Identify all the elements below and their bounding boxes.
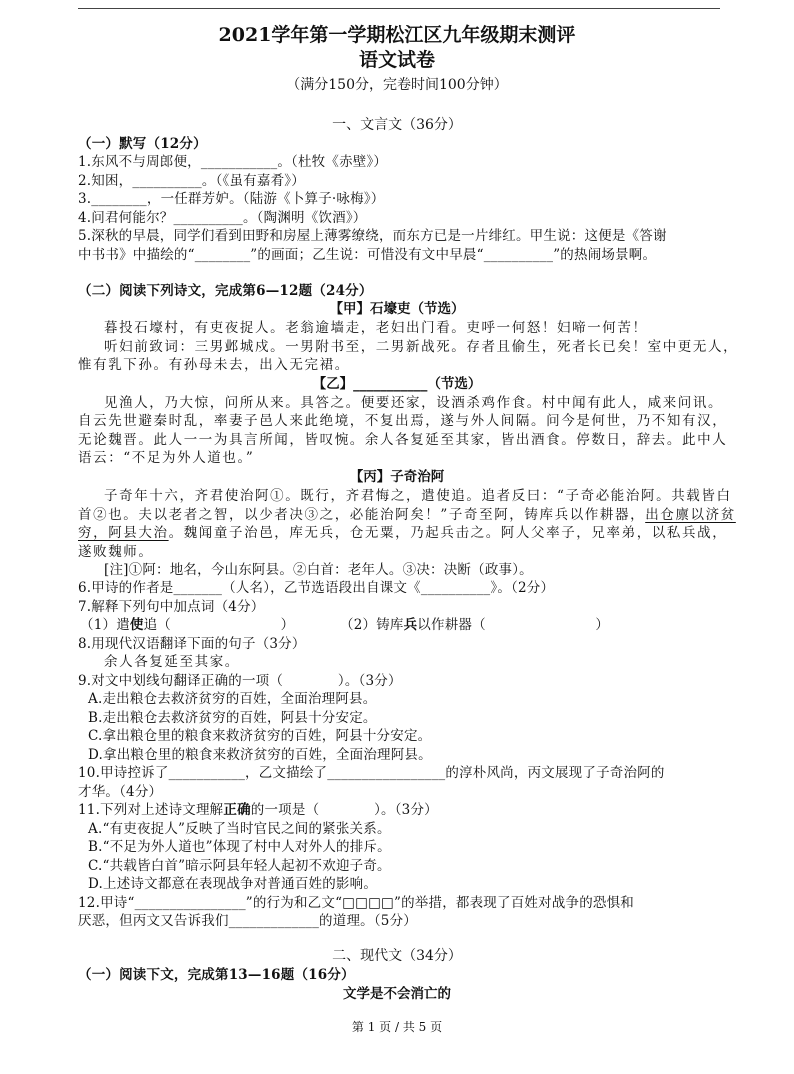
text-yi-title: 【乙】___________（节选） (312, 376, 482, 392)
q11-suffix: 的一项是（ ）。（3分） (250, 802, 438, 818)
exam-title: 2021学年第一学期松江区九年级期末测评 (218, 24, 576, 46)
question-10-line1: 10.甲诗控诉了___________，乙文描绘了_________________的淳朴风尚，丙文展现了子奇治阿的 (78, 765, 665, 781)
question-7-item1 (80, 613, 294, 633)
text-bing-title: 【丙】子奇治阿 (349, 469, 445, 485)
section1-heading: 一、文言文（36分） (332, 117, 462, 133)
text-yi-line3: 无论魏晋。此人一一为具言所闻，皆叹惋。余人各复延至其家，皆出酒食。停数日，辞去。此中人 (78, 432, 728, 448)
text-yi-line2: 自云先世避秦时乱，率妻子邑人来此绝境，不复出焉，遂与外人间隔。问今是何世，乃不知有汉， (78, 413, 728, 429)
question-1: 1.东风不与周郎便，___________。（杜牧《赤壁》） (78, 154, 388, 170)
q7-2-suffix: 以作耕器（ ） (417, 617, 610, 633)
question-8: 8.用现代汉语翻译下面的句子（3分） (78, 636, 306, 652)
question-4: 4.问君何能尔？__________。（陶渊明《饮酒》） (78, 210, 367, 226)
page-number: 第 1 页 / 共 5 页 (351, 1020, 443, 1034)
question-8-sentence: 余人各复延至其家。 (104, 654, 240, 670)
text-bing-line1: 子奇年十六，齐君使治阿①。既行，齐君悔之，遣使追。追者反曰：“子奇必能治阿。共载皆白 (104, 488, 732, 504)
question-10-line2: 才华。（4分） (78, 784, 163, 800)
q11-option-d: D.上述诗文都意在表现战争对普通百姓的影响。 (88, 876, 378, 892)
annotation-note: [注]①阿：地名，今山东阿县。②白首：老年人。③决：决断（政事）。 (104, 562, 533, 578)
poem-jia-line2: 听妇前致词：三男邺城戍。一男附书至，二男新战死。存者且偷生，死者长已矣！室中更无人， (104, 339, 739, 355)
q9-option-b: B.走出粮仓去救济贫穷的百姓，阿县十分安定。 (88, 710, 377, 726)
poem-jia-title: 【甲】石壕吏（节选） (329, 301, 465, 317)
section2-part1-heading: （一）阅读下文，完成第13—16题（16分） (78, 967, 355, 983)
text-bing-line2-plain: 首②也。夫以老者之智，以少者决③之，必能治阿矣！”子奇至阿，铸库兵以作耕器， (78, 507, 646, 523)
question-2: 2.知困，__________。（《虽有嘉肴》） (78, 173, 305, 189)
q7-1-prefix: （1）遣 (80, 617, 130, 633)
underlined-sentence-part2: 穷，阿县大治 (78, 525, 169, 541)
underlined-sentence-part1: 出仓廪以济贫 (645, 507, 736, 523)
question-6: 6.甲诗的作者是_______（人名），乙节选语段出自课文《__________》。（2分） (78, 580, 555, 596)
poem-jia-line3: 惟有乳下孙。有孙母未去，出入无完裙。 (78, 357, 350, 373)
text-bing-line3-plain: 。魏闻童子治邑，库无兵，仓无粟，乃起兵击之。阿人父率子，兄率弟，以私兵战， (168, 525, 728, 541)
question-12-line2: 厌恶，但丙文又告诉我们_____________的道理。（5分） (78, 913, 417, 929)
q11-option-b: B.“不足为外人道也”体现了村中人对外人的排斥。 (88, 839, 391, 855)
question-12-line1: 12.甲诗“________________”的行为和乙文“□□□□”的举措，都表现了百姓对战争的恐惧和 (78, 895, 634, 911)
text-bing-line4: 遂败魏师。 (78, 544, 154, 560)
part1-heading: （一）默写（12分） (78, 136, 207, 152)
article-title: 文学是不会消亡的 (343, 986, 451, 1002)
question-9: 9.对文中划线句翻译正确的一项（ ）。（3分） (78, 673, 402, 689)
question-3: 3.________，一任群芳妒。（陆游《卜算子·咏梅》） (78, 191, 385, 207)
q9-option-c: C.拿出粮仓里的粮食来救济贫穷的百姓，阿县十分安定。 (88, 728, 432, 744)
q11-prefix: 11.下列对上述诗文理解 (78, 802, 224, 818)
text-bing-line2 (78, 503, 736, 523)
poem-jia-line1: 暮投石壕村，有吏夜捉人。老翁逾墙走，老妇出门看。吏呼一何怒！妇啼一何苦！ (104, 320, 648, 336)
section2-heading: 二、现代文（34分） (332, 948, 462, 964)
question-5-line2: 中书书》中描绘的“________”的画面；乙生说：可惜没有文中早晨“__________”的热闹场景啊。 (78, 247, 657, 263)
text-yi-line4: 语云：“不足为外人道也。” (78, 450, 255, 466)
exam-note: （满分150分，完卷时间100分钟） (286, 77, 508, 93)
q7-1-dotted-word: 使 (129, 617, 144, 633)
q11-option-a: A.“有吏夜捉人”反映了当时官民之间的紧张关系。 (88, 821, 391, 837)
q7-2-prefix: （2）铸库 (340, 617, 404, 633)
text-bing-line3 (78, 521, 727, 541)
q9-option-a: A.走出粮仓去救济贫穷的百姓，全面治理阿县。 (88, 691, 377, 707)
q11-emphasis: 正确 (223, 802, 251, 818)
q9-option-d: D.拿出粮仓里的粮食来救济贫穷的百姓，全面治理阿县。 (88, 747, 432, 763)
part2-heading: （二）阅读下列诗文，完成第6—12题（24分） (78, 283, 373, 299)
text-yi-line1: 见渔人，乃大惊，问所从来。具答之。便要还家，设酒杀鸡作食。村中闻有此人，咸来问讯。 (104, 395, 724, 411)
q11-option-c: C.“共载皆白首”暗示阿县年轻人起初不欢迎子奇。 (88, 858, 391, 874)
question-7-item2 (340, 613, 609, 633)
question-5-line1: 5.深秋的早晨，同学们看到田野和房屋上薄雾缭绕，而东方已是一片绯红。甲生说：这便是《答谢 (78, 228, 667, 244)
q7-1-suffix: 追（ ） (143, 617, 295, 633)
q7-2-dotted-word: 兵 (403, 617, 418, 633)
question-11 (78, 798, 438, 818)
exam-subtitle: 语文试卷 (358, 49, 435, 71)
question-7: 7.解释下列句中加点词（4分） (78, 599, 265, 615)
top-rule (78, 8, 720, 9)
